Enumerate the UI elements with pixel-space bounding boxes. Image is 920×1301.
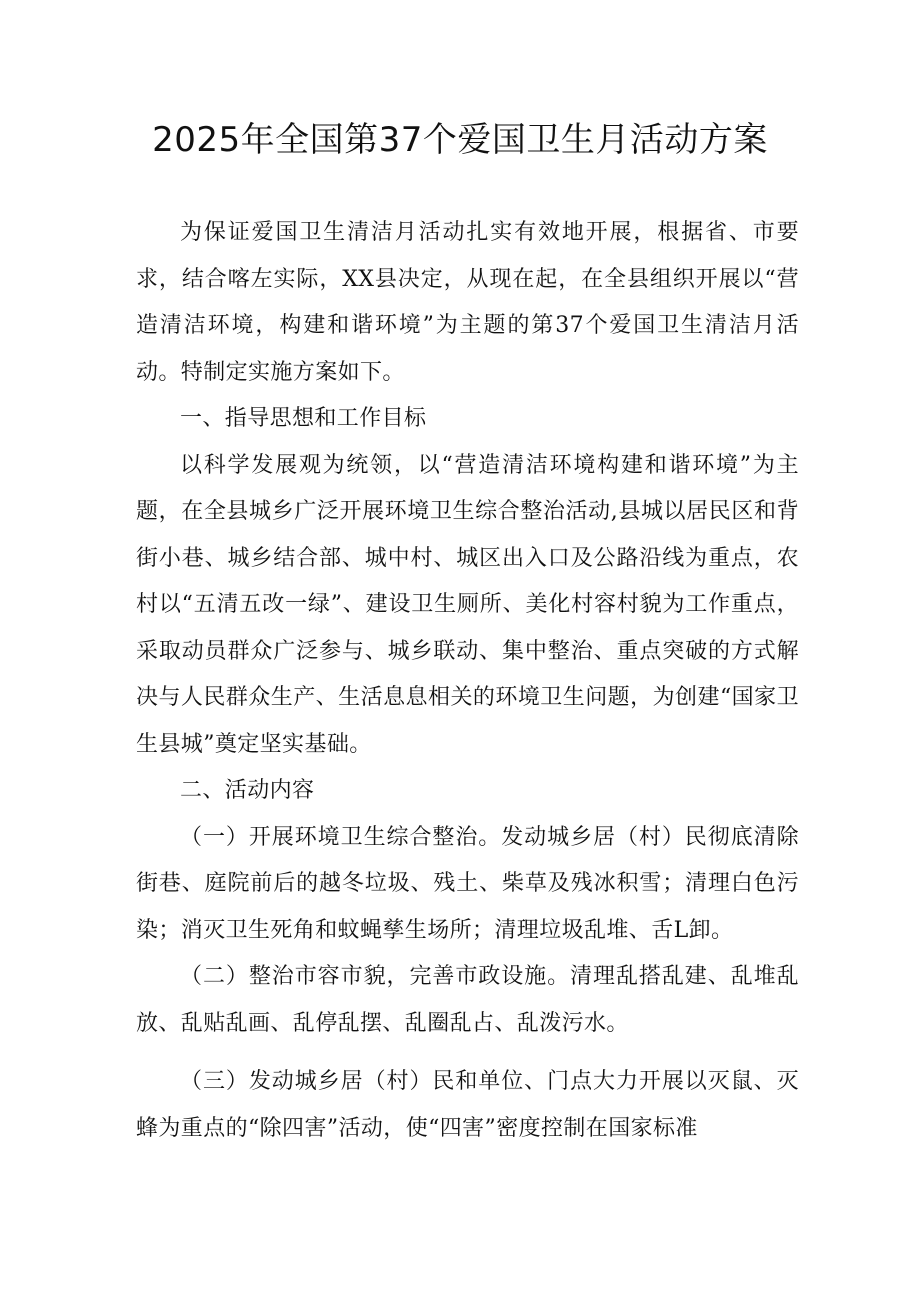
paragraph-guiding-ideology: 以科学发展观为统领，以“营造清洁环境构建和谐环境”为主题，在全县城乡广泛开展环境卫生综合整治活动,县城以居民区和背街小巷、城乡结合部、城中村、城区出入口及公路沿线为重点，农村以“五清五改一绿”、建设卫生厕所、美化村容村貌为工作重点，采取动员群众广泛参与、城乡联动、集中整治、重点突破的方式解决与人民群众生产、生活息息相关的环境卫生问题，为创建“国家卫生县城”奠定坚实基础。 [136, 452, 799, 757]
paragraph-item-2: （二）整治市容市貌，完善市政设施。清理乱搭乱建、乱堆乱放、乱贴乱画、乱停乱摆、乱圈乱占、乱泼污水。 [136, 964, 799, 1036]
paragraph-item-3: （三）发动城乡居（村）民和单位、门点大力开展以灭鼠、灭蜂为重点的“除四害”活动，使“四害”密度控制在国家标准 [136, 1069, 799, 1141]
section-heading-activity-content: 二、活动内容 [180, 778, 315, 803]
paragraph-item-1: （一）开展环境卫生综合整治。发动城乡居（村）民彻底清除街巷、庭院前后的越冬垃圾、残土、柴草及残冰积雪；清理白色污染；消灭卫生死角和蚊蝇孳生场所；清理垃圾乱堆、舌L卸。 [136, 824, 799, 943]
document-title: 2025年全国第37个爱国卫生月活动方案 [152, 120, 768, 160]
document-body [136, 210, 799, 1152]
section-heading-guiding-ideology: 一、指导思想和工作目标 [180, 406, 427, 431]
paragraph-intro: 为保证爱国卫生清洁月活动扎实有效地开展，根据省、市要求，结合喀左实际，XX县决定，从现在起，在全县组织开展以“营造清洁环境，构建和谐环境”为主题的第37个爱国卫生清洁月活动。特制定实施方案如下。 [136, 220, 799, 385]
